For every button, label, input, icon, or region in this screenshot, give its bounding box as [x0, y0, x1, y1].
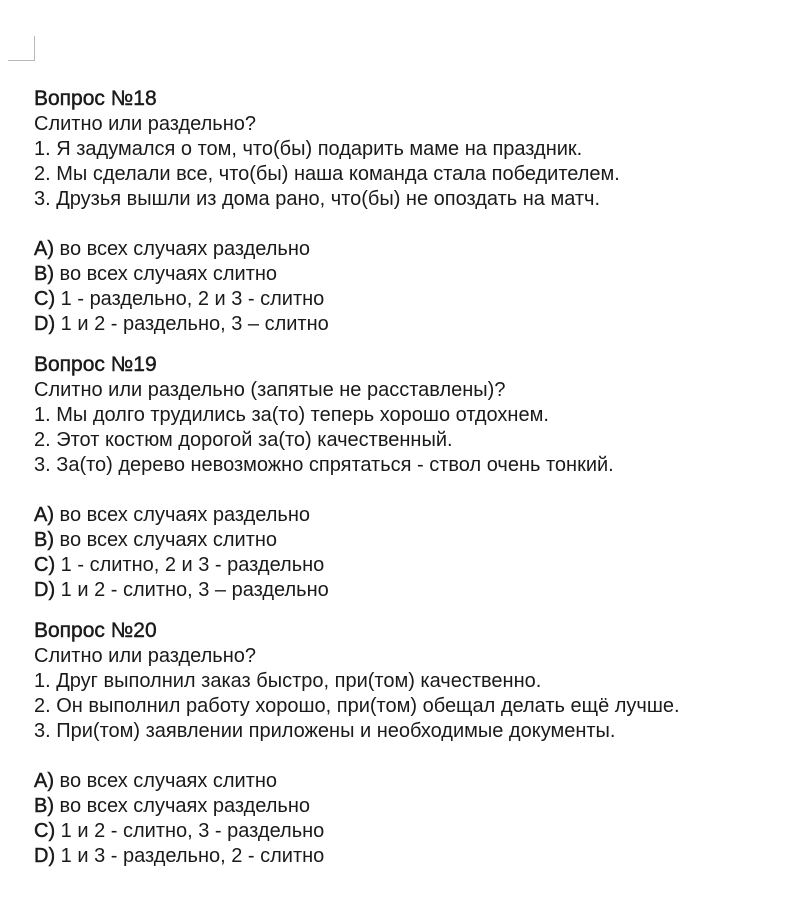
option-letter: A): [34, 238, 54, 260]
option-text: во всех случаях раздельно: [54, 795, 311, 817]
sentence-1: 1. Мы долго трудились за(то) теперь хорошо отдохнем.: [34, 404, 549, 426]
option-a: [34, 503, 774, 528]
option-c: [34, 287, 774, 312]
option-c: [34, 819, 774, 844]
sentence-2: 2. Этот костюм дорогой за(то) качественный.: [34, 429, 453, 451]
sentence-3: 3. За(то) дерево невозможно спрятаться - ствол очень тонкий.: [34, 454, 614, 476]
question-prompt: Слитно или раздельно (запятые не расставлены)?: [34, 379, 506, 401]
option-a: [34, 237, 774, 262]
question-title: Вопрос №20: [34, 619, 157, 642]
option-text: во всех случаях слитно: [54, 770, 278, 792]
sentence-3: 3. Друзья вышли из дома рано, что(бы) не опоздать на матч.: [34, 188, 601, 210]
spacer: [34, 478, 774, 503]
option-text: 1 и 2 - слитно, 3 – раздельно: [55, 579, 329, 601]
option-text: 1 - раздельно, 2 и 3 - слитно: [55, 288, 325, 310]
sentence-2: 2. Он выполнил работу хорошо, при(том) обещал делать ещё лучше.: [34, 695, 680, 717]
option-letter: D): [34, 313, 56, 335]
option-b: [34, 262, 774, 287]
option-text: 1 и 2 - раздельно, 3 – слитно: [55, 313, 329, 335]
option-b: [34, 794, 774, 819]
option-a: [34, 769, 774, 794]
spacer: [34, 212, 774, 237]
option-letter: B): [34, 263, 54, 285]
option-letter: C): [34, 820, 56, 842]
sentence-1: 1. Друг выполнил заказ быстро, при(том) качественно.: [34, 670, 542, 692]
option-letter: C): [34, 554, 56, 576]
option-d: [34, 312, 774, 337]
sentence-1: 1. Я задумался о том, что(бы) подарить маме на праздник.: [34, 138, 583, 160]
question-prompt: Слитно или раздельно?: [34, 645, 257, 667]
document-body: [34, 86, 774, 869]
question-prompt: Слитно или раздельно?: [34, 113, 257, 135]
option-text: 1 и 2 - слитно, 3 - раздельно: [55, 820, 325, 842]
option-text: во всех случаях слитно: [54, 263, 278, 285]
question-title: Вопрос №18: [34, 87, 157, 110]
spacer: [34, 744, 774, 769]
option-text: во всех случаях раздельно: [54, 238, 311, 260]
option-text: 1 и 3 - раздельно, 2 - слитно: [55, 845, 325, 867]
option-text: 1 - слитно, 2 и 3 - раздельно: [55, 554, 325, 576]
option-letter: C): [34, 288, 56, 310]
question-19: [34, 352, 774, 603]
option-text: во всех случаях раздельно: [54, 504, 311, 526]
option-letter: B): [34, 529, 54, 551]
question-title: Вопрос №19: [34, 353, 157, 376]
page-corner-mark: [8, 36, 35, 61]
option-letter: D): [34, 845, 56, 867]
option-c: [34, 553, 774, 578]
option-letter: D): [34, 579, 56, 601]
option-d: [34, 578, 774, 603]
option-letter: B): [34, 795, 54, 817]
option-text: во всех случаях слитно: [54, 529, 278, 551]
sentence-3: 3. При(том) заявлении приложены и необходимые документы.: [34, 720, 616, 742]
option-d: [34, 844, 774, 869]
option-letter: A): [34, 770, 54, 792]
option-letter: A): [34, 504, 54, 526]
question-18: [34, 86, 774, 337]
question-20: [34, 618, 774, 869]
option-b: [34, 528, 774, 553]
sentence-2: 2. Мы сделали все, что(бы) наша команда стала победителем.: [34, 163, 620, 185]
